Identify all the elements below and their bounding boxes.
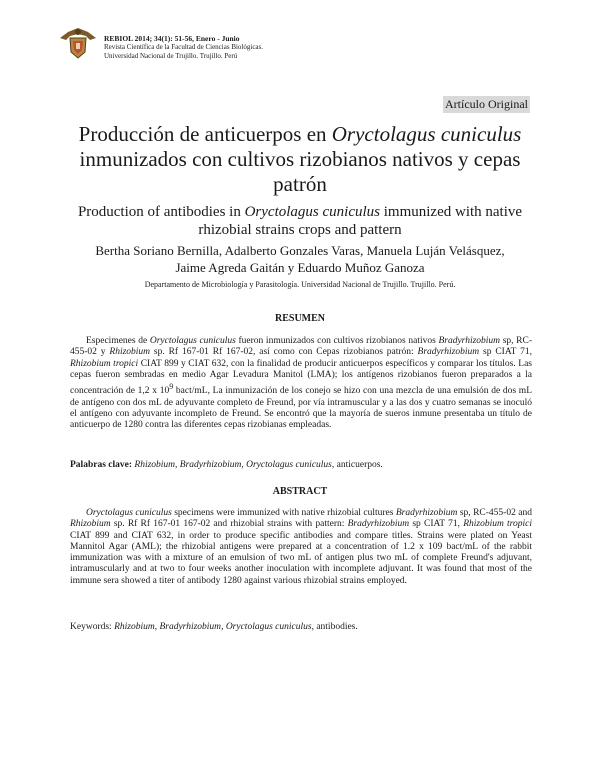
journal-info [104, 34, 263, 61]
keyword-separator: , [175, 460, 180, 470]
journal-header [58, 24, 498, 64]
resumen-species: Bradyrhizobium [417, 347, 480, 358]
resumen-text: sp CIAT 71, [479, 347, 532, 358]
keyword: , anticuerpos. [331, 460, 383, 470]
abstract-species: Rhizobium [70, 519, 111, 530]
abstract-species: Bradyrhizobium [395, 508, 458, 518]
resumen-text: CIAT 899 y CIAT 632, con la finalidad de producir anticuerpos específicos y comparar los títulos. Las cepas fueron sembradas en medio Agar Levadura Manitol (LMA); los antígenos rizobianos fueron preparados a la concentración de 1,2 x 10 [70, 358, 532, 397]
keyword: Oryctolagus cuniculus [225, 622, 312, 632]
keyword-separator: , [241, 460, 247, 470]
resumen-text: bact/mL, La inmunización de los conejo se hizo con una mezcla de una emulsión de dos mL de antígeno con dos mL de adyuvante completo de Freund, por vía intramuscular y a las dos y cuatro semanas se inoculó el antígeno con adyuvante incompleto de Freund. Se encontró que la mayoría de sueros inmune presentaba un título de anticuerpo de 1280 contra las diferentes cepas rizobianas empleadas. [70, 386, 532, 431]
keyword: Rhizobium [114, 622, 155, 632]
title-en-part2: immunized with native rhizobial strains crops and pattern [198, 204, 523, 238]
journal-university: Universidad Nacional de Trujillo. Trujillo. Perú [104, 52, 238, 60]
keyword: Bradyrhizobium [159, 622, 222, 632]
abstract-text: specimens were immunized with native rhizobial cultures [171, 508, 396, 518]
keyword: Oryctolagus cuniculus [246, 460, 332, 470]
keywords-label: Keywords: [70, 622, 115, 632]
resumen-text: sp, RC-455-02 y [70, 336, 532, 358]
abstract-text: sp, RC-455-02 and [457, 508, 532, 518]
abstract-species: Rhizobium tropici [463, 519, 532, 530]
abstract-text: sp CIAT 71, [409, 519, 464, 530]
resumen-species: Rhizobium [109, 347, 151, 358]
authors-line-1: Bertha Soriano Bernilla, Adalberto Gonzales Varas, Manuela Luján Velásquez, [95, 243, 505, 258]
abstract-heading: ABSTRACT [272, 486, 328, 497]
resumen-species: Rhizobium tropici [70, 358, 139, 369]
title-spanish [60, 122, 540, 197]
journal-citation: REBIOL 2014; 34(1): 51-56, Enero - Junio [104, 34, 240, 43]
authors-line-2: Jaime Agreda Gaitán y Eduardo Muñoz Ganoza [175, 260, 425, 275]
abstract-body [70, 508, 532, 587]
journal-subtitle: Revista Científica de la Facultad de Ciencias Biológicas. [104, 43, 264, 51]
resumen-text: Especimenes de [86, 336, 150, 346]
university-crest-logo [58, 24, 98, 60]
resumen-text: sp. Rf 167-01 Rf 167-02, así como con Cepas rizobianos patrón: [150, 347, 418, 358]
abstract-species: Bradyrhizobium [347, 519, 410, 530]
title-en-species: Oryctolagus cuniculus [244, 204, 380, 220]
resumen-exponent: 9 [169, 382, 174, 392]
resumen-heading: RESUMEN [274, 313, 325, 324]
abstract-text: CIAT 899 and CIAT 632, in order to produce specific antibodies and compare titles. Strains were plated on Yeast Mannitol Agar (AML); the rhizobial antigens were prepared at a concentration of 1.2 x 109 bact/mL of the rabbit immunization was with a mixture of an emulsion of two mL of antigen plus two mL of complete Freund's adjuvant, intramuscularly and at two to four weeks another inoculation with incomplete adjuvant. It was found that most of the immune sera showed a titer of antibody 1280 against various rhizobial strains employed. [70, 530, 532, 586]
resumen-species: Bradyrhizobium [438, 336, 501, 346]
keyword: Bradyrhizobium [179, 460, 242, 470]
title-es-part2: inmunizados con cultivos rizobianos nativos y cepas patrón [79, 147, 521, 196]
affiliation: Departamento de Microbiología y Parasitología. Universidad Nacional de Trujillo. Trujillo. Perú. [144, 280, 456, 289]
resumen-text: fueron inmunizados con cultivos rizobianos nativos [235, 336, 439, 346]
title-en-part1: Production of antibodies in [77, 204, 245, 220]
keywords [70, 622, 532, 632]
article-type-label: Artículo Original [445, 97, 528, 111]
palabras-clave [70, 460, 532, 470]
palabras-clave-label: Palabras clave: [70, 460, 135, 470]
abstract-text: sp. Rf Rf 167-01 167-02 and rhizobial strains with pattern: [110, 519, 348, 530]
keyword-separator: , [221, 622, 226, 632]
keyword: Rhizobium [134, 460, 176, 470]
title-es-part1: Producción de anticuerpos en [78, 122, 332, 146]
resumen-body [70, 336, 532, 432]
author-list [60, 242, 540, 276]
keyword: , antibodies. [311, 622, 358, 632]
title-english [60, 203, 540, 239]
keyword-separator: , [154, 622, 160, 632]
resumen-species: Oryctolagus cuniculus [149, 336, 236, 346]
abstract-species: Oryctolagus cuniculus [86, 508, 172, 518]
title-es-species: Oryctolagus cuniculus [331, 122, 522, 146]
